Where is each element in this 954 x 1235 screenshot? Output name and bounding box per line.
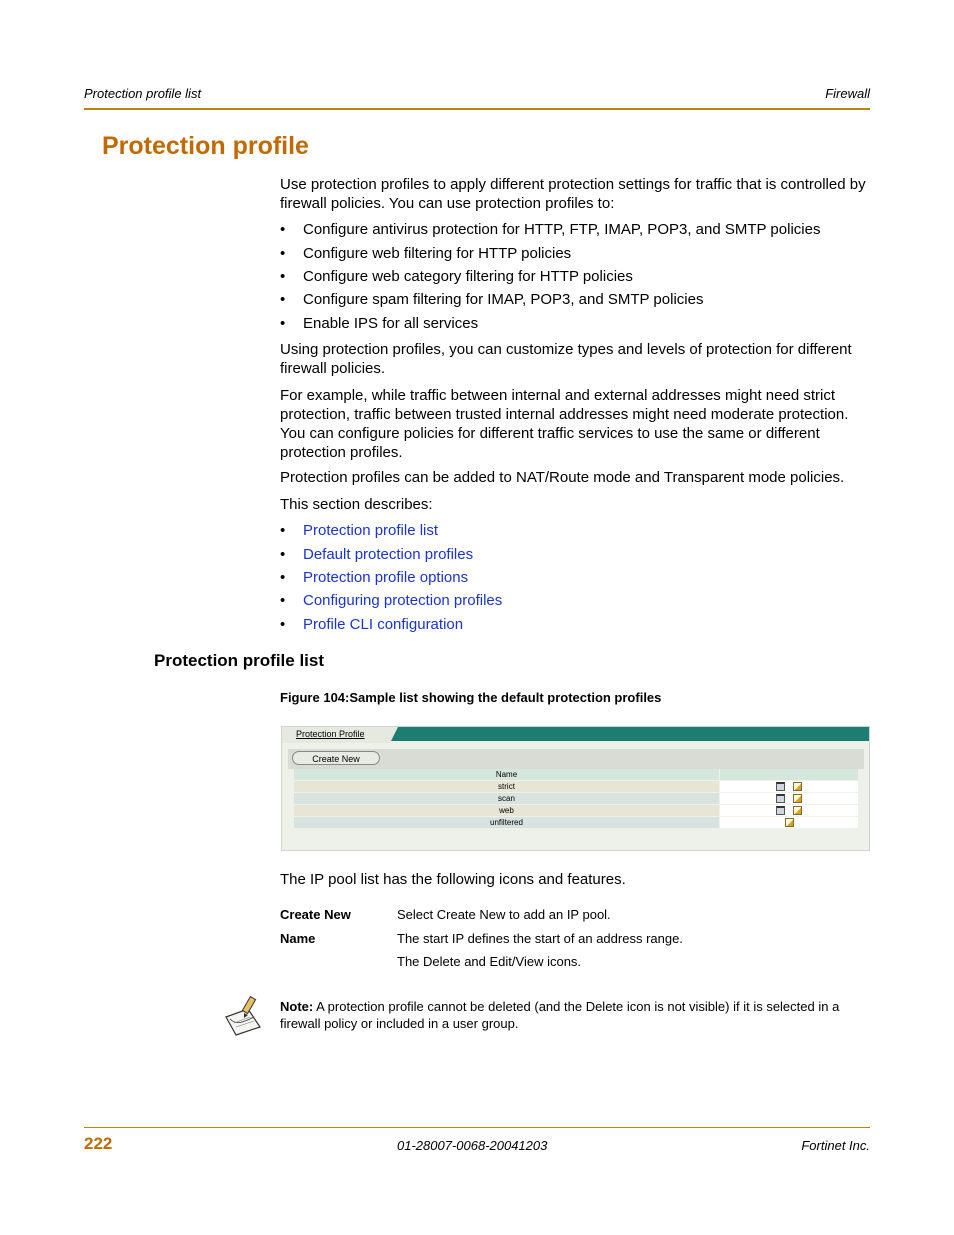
row-actions [720,805,858,816]
table-row [294,817,858,828]
list-item: • Configure antivirus protection for HTTP, FTP, IMAP, POP3, and SMTP policies [280,221,821,238]
link-configuring-protection-profiles[interactable]: Configuring protection profiles [303,592,503,609]
running-header-section: Protection profile list [84,86,202,101]
edit-icon[interactable] [793,806,802,815]
footer-rule [84,1127,870,1128]
trash-icon[interactable] [776,782,785,791]
link-protection-profile-list[interactable]: Protection profile list [303,522,439,539]
edit-icon[interactable] [785,818,794,827]
paragraph: For example, while traffic between internal and external addresses might need strict protection, traffic between trusted internal addresses might need moderate protection. You can configure policies for different traffic services to use the same or different protection profiles. [280,387,849,461]
intro-paragraph: Use protection profiles to apply different protection settings for traffic that is controlled by firewall policies. You can use protection profiles to: [280,176,866,212]
link-item[interactable]: • Profile CLI configuration [280,616,464,633]
header-rule [84,108,870,110]
profile-name: web [294,805,719,816]
tab-protection-profile[interactable]: Protection Profile [282,727,390,743]
row-actions [720,817,858,828]
table-row [294,793,858,804]
trash-icon[interactable] [776,806,785,815]
definition-desc: The start IP defines the start of an address range. [397,931,683,946]
link-item[interactable]: • Configuring protection profiles [280,592,503,609]
list-item: • Configure web filtering for HTTP policies [280,245,572,262]
profile-name: unfiltered [294,817,719,828]
profile-table [293,768,859,829]
row-actions [720,793,858,804]
table-row [294,781,858,792]
figure-screenshot [281,726,870,851]
table-row [294,805,858,816]
definition-term: Name [280,931,316,946]
link-default-protection-profiles[interactable]: Default protection profiles [303,546,474,563]
row-actions [720,781,858,792]
figure-caption: Figure 104:Sample list showing the default protection profiles [280,690,662,705]
paragraph: Using protection profiles, you can customize types and levels of protection for different firewall policies. [280,341,852,377]
link-protection-profile-options[interactable]: Protection profile options [303,569,469,586]
company-name: Fortinet Inc. [801,1138,870,1153]
running-header-chapter: Firewall [825,86,870,101]
paragraph: Protection profiles can be added to NAT/Route mode and Transparent mode policies. [280,469,845,486]
definition-term: Create New [280,907,351,922]
list-item: • Configure spam filtering for IMAP, POP3, and SMTP policies [280,291,704,308]
note-text [280,998,872,1032]
paragraph: This section describes: [280,496,433,513]
list-item: • Configure web category filtering for HTTP policies [280,268,633,285]
page-number: 222 [84,1134,113,1153]
profile-name: strict [294,781,719,792]
paragraph: The IP pool list has the following icons and features. [280,871,626,888]
column-header-actions [720,769,858,780]
note-icon [222,995,264,1037]
trash-icon[interactable] [776,794,785,803]
note-label: Note: [280,999,314,1014]
create-new-button[interactable]: Create New [292,751,380,765]
definition-desc: Select Create New to add an IP pool. [397,907,611,922]
link-item[interactable]: • Protection profile list [280,522,439,539]
link-profile-cli-configuration[interactable]: Profile CLI configuration [303,616,464,633]
document-id: 01-28007-0068-20041203 [397,1138,548,1153]
edit-icon[interactable] [793,794,802,803]
list-item: • Enable IPS for all services [280,315,479,332]
definition-desc: The Delete and Edit/View icons. [397,954,582,969]
link-item[interactable]: • Default protection profiles [280,546,474,563]
note-body: A protection profile cannot be deleted (and the Delete icon is not visible) if it is selected in a firewall policy or included in a user group. [280,999,840,1031]
page-title: Protection profile [102,132,309,160]
edit-icon[interactable] [793,782,802,791]
profile-name: scan [294,793,719,804]
link-item[interactable]: • Protection profile options [280,569,469,586]
section-heading: Protection profile list [154,651,325,670]
column-header-name: Name [294,769,719,780]
